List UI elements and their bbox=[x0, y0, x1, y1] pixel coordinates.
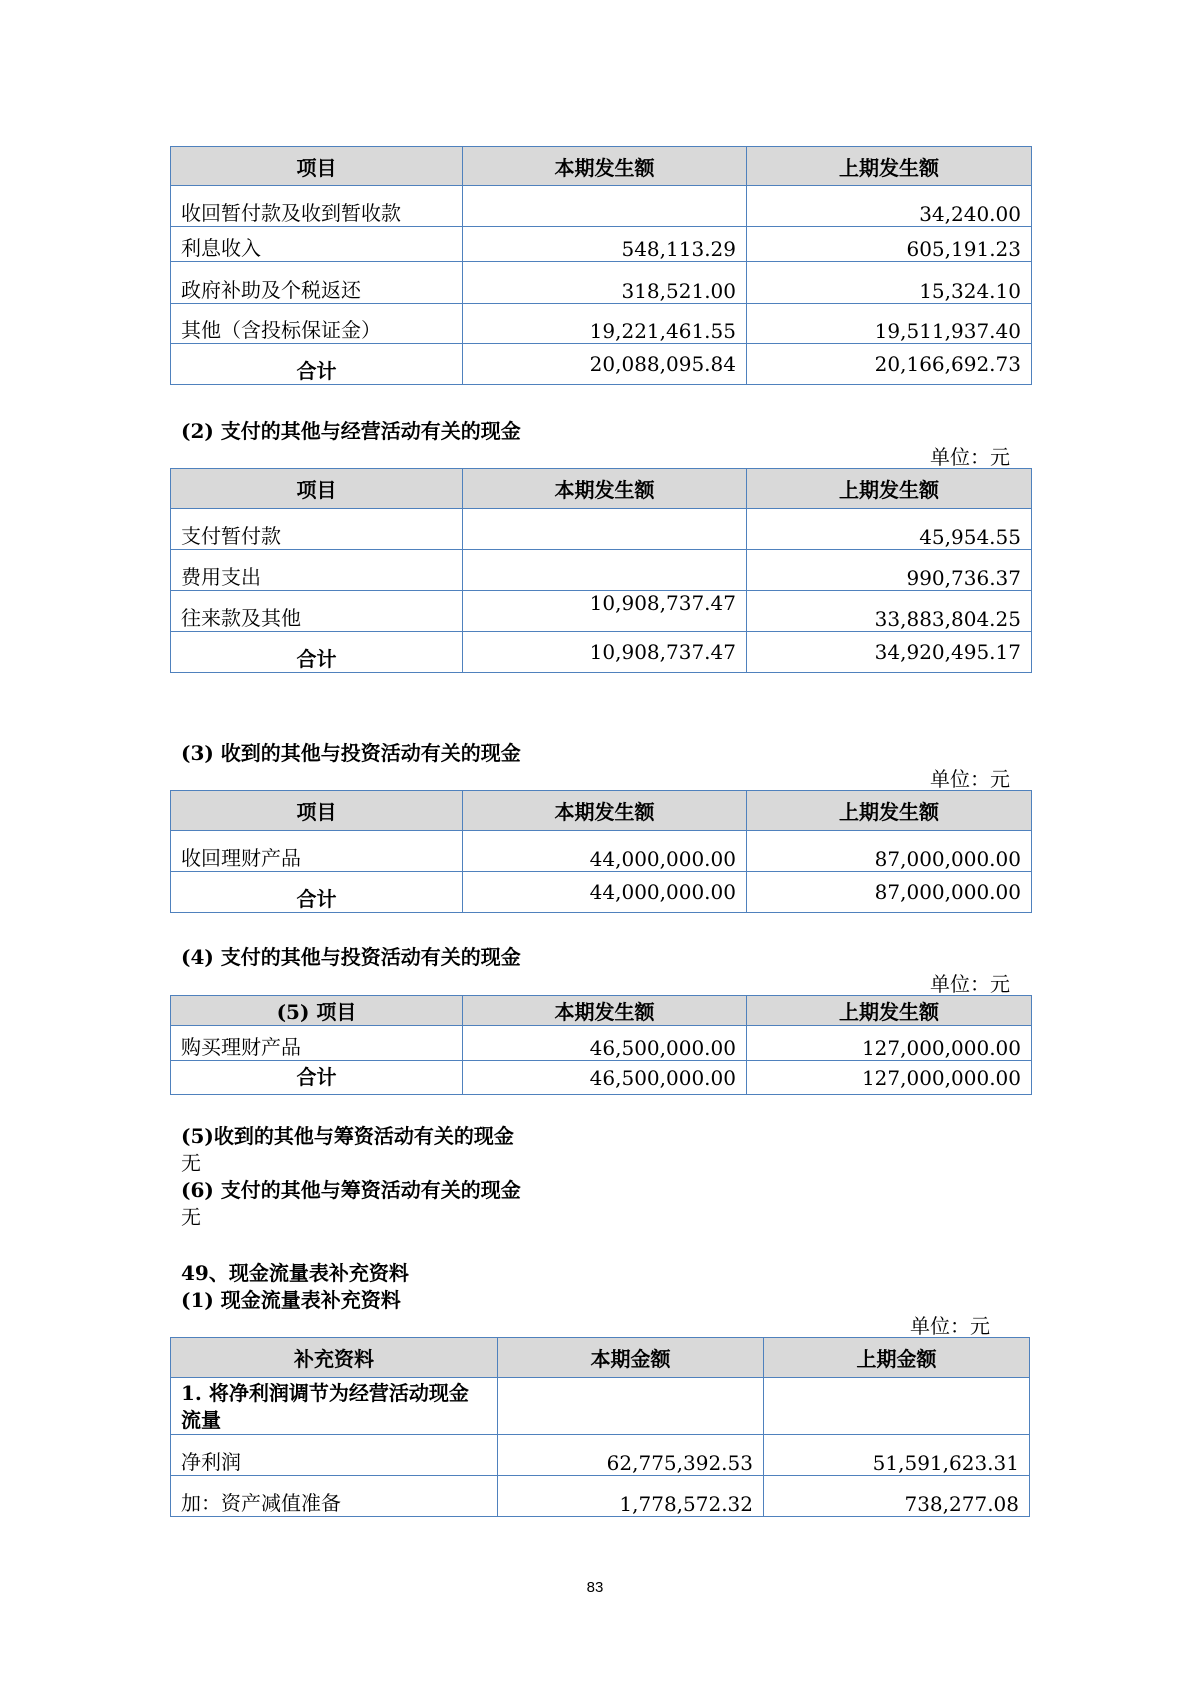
total-label: 合计 bbox=[171, 344, 463, 385]
total-prior: 34,920,495.17 bbox=[747, 632, 1032, 673]
section-3-unit: 单位：元 bbox=[930, 767, 1010, 791]
section-5-text: 无 bbox=[181, 1151, 201, 1175]
row-prior: 51,591,623.31 bbox=[764, 1435, 1030, 1476]
row-prior: 19,511,937.40 bbox=[747, 304, 1032, 344]
header-current: 本期发生额 bbox=[463, 147, 747, 186]
page-number: 83 bbox=[586, 1579, 604, 1596]
header-prior: 上期发生额 bbox=[747, 996, 1032, 1026]
header-current: 本期发生额 bbox=[463, 469, 747, 509]
section-49-unit: 单位：元 bbox=[910, 1314, 990, 1338]
header-prior: 上期发生额 bbox=[747, 469, 1032, 509]
header-item: 项目 bbox=[171, 469, 463, 509]
total-current: 44,000,000.00 bbox=[463, 872, 747, 913]
row-current: 44,000,000.00 bbox=[463, 831, 747, 872]
row-label: 净利润 bbox=[171, 1435, 498, 1476]
row-label: 1. 将净利润调节为经营活动现金流量 bbox=[171, 1378, 498, 1435]
header-prior: 上期发生额 bbox=[747, 147, 1032, 186]
table-total-row bbox=[171, 344, 1032, 385]
row-prior: 127,000,000.00 bbox=[747, 1026, 1032, 1061]
section-5-title: (5)收到的其他与筹资活动有关的现金 bbox=[181, 1124, 514, 1148]
table-total-row bbox=[171, 872, 1032, 913]
table-row bbox=[171, 831, 1032, 872]
section-3-title: (3) 收到的其他与投资活动有关的现金 bbox=[181, 741, 521, 765]
row-current: 10,908,737.47 bbox=[463, 591, 747, 632]
section-49-subtitle: (1) 现金流量表补充资料 bbox=[181, 1288, 401, 1312]
table-row bbox=[171, 227, 1032, 262]
row-label: 利息收入 bbox=[171, 227, 463, 262]
row-current bbox=[498, 1378, 764, 1435]
row-current bbox=[463, 509, 747, 550]
row-current bbox=[463, 550, 747, 591]
row-current: 19,221,461.55 bbox=[463, 304, 747, 344]
table-row bbox=[171, 1435, 1030, 1476]
table-row bbox=[171, 262, 1032, 304]
total-prior: 20,166,692.73 bbox=[747, 344, 1032, 385]
total-label: 合计 bbox=[171, 1061, 463, 1095]
section-2-unit: 单位：元 bbox=[930, 445, 1010, 469]
row-label: 往来款及其他 bbox=[171, 591, 463, 632]
row-label: 费用支出 bbox=[171, 550, 463, 591]
table-other-investing-payments bbox=[170, 995, 1032, 1095]
table-row bbox=[171, 186, 1032, 227]
table-row bbox=[171, 509, 1032, 550]
header-item: 项目 bbox=[171, 147, 463, 186]
row-current: 46,500,000.00 bbox=[463, 1026, 747, 1061]
table-row bbox=[171, 591, 1032, 632]
header-item: 补充资料 bbox=[171, 1338, 498, 1378]
row-prior: 33,883,804.25 bbox=[747, 591, 1032, 632]
row-prior: 738,277.08 bbox=[764, 1476, 1030, 1517]
row-label: 购买理财产品 bbox=[171, 1026, 463, 1061]
row-prior: 605,191.23 bbox=[747, 227, 1032, 262]
table-total-row bbox=[171, 1061, 1032, 1095]
row-label: 收回理财产品 bbox=[171, 831, 463, 872]
row-current bbox=[463, 186, 747, 227]
section-2-title: (2) 支付的其他与经营活动有关的现金 bbox=[181, 419, 521, 443]
table-row bbox=[171, 1476, 1030, 1517]
row-current: 1,778,572.32 bbox=[498, 1476, 764, 1517]
row-label: 收回暂付款及收到暂收款 bbox=[171, 186, 463, 227]
header-current: 本期发生额 bbox=[463, 791, 747, 831]
section-6-title: (6) 支付的其他与筹资活动有关的现金 bbox=[181, 1178, 521, 1202]
row-prior: 15,324.10 bbox=[747, 262, 1032, 304]
row-prior bbox=[764, 1378, 1030, 1435]
header-item: 项目 bbox=[171, 791, 463, 831]
row-label: 加：资产减值准备 bbox=[171, 1476, 498, 1517]
table-cashflow-supplement bbox=[170, 1337, 1030, 1517]
total-current: 10,908,737.47 bbox=[463, 632, 747, 673]
header-item: (5) 项目 bbox=[171, 996, 463, 1026]
row-prior: 87,000,000.00 bbox=[747, 831, 1032, 872]
table-header-row bbox=[171, 791, 1032, 831]
table-row bbox=[171, 304, 1032, 344]
table-other-investing-receipts bbox=[170, 790, 1032, 913]
row-prior: 34,240.00 bbox=[747, 186, 1032, 227]
table-other-operating-payments bbox=[170, 468, 1032, 673]
total-current: 20,088,095.84 bbox=[463, 344, 747, 385]
section-49-title: 49、现金流量表补充资料 bbox=[181, 1261, 409, 1285]
table-header-row bbox=[171, 1338, 1030, 1378]
total-prior: 87,000,000.00 bbox=[747, 872, 1032, 913]
table-row bbox=[171, 1378, 1030, 1435]
total-label: 合计 bbox=[171, 872, 463, 913]
total-current: 46,500,000.00 bbox=[463, 1061, 747, 1095]
row-label: 政府补助及个税返还 bbox=[171, 262, 463, 304]
header-current: 本期发生额 bbox=[463, 996, 747, 1026]
table-header-row bbox=[171, 996, 1032, 1026]
row-prior: 990,736.37 bbox=[747, 550, 1032, 591]
total-label: 合计 bbox=[171, 632, 463, 673]
header-prior: 上期金额 bbox=[764, 1338, 1030, 1378]
section-4-title: (4) 支付的其他与投资活动有关的现金 bbox=[181, 945, 521, 969]
header-prior: 上期发生额 bbox=[747, 791, 1032, 831]
row-prior: 45,954.55 bbox=[747, 509, 1032, 550]
header-current: 本期金额 bbox=[498, 1338, 764, 1378]
row-current: 318,521.00 bbox=[463, 262, 747, 304]
table-header-row bbox=[171, 469, 1032, 509]
table-total-row bbox=[171, 632, 1032, 673]
row-label: 其他（含投标保证金） bbox=[171, 304, 463, 344]
section-6-text: 无 bbox=[181, 1205, 201, 1229]
table-row bbox=[171, 550, 1032, 591]
row-label: 支付暂付款 bbox=[171, 509, 463, 550]
table-header-row bbox=[171, 147, 1032, 186]
total-prior: 127,000,000.00 bbox=[747, 1061, 1032, 1095]
table-other-operating-receipts bbox=[170, 146, 1032, 385]
table-row bbox=[171, 1026, 1032, 1061]
section-4-unit: 单位：元 bbox=[930, 972, 1010, 996]
row-current: 548,113.29 bbox=[463, 227, 747, 262]
row-current: 62,775,392.53 bbox=[498, 1435, 764, 1476]
